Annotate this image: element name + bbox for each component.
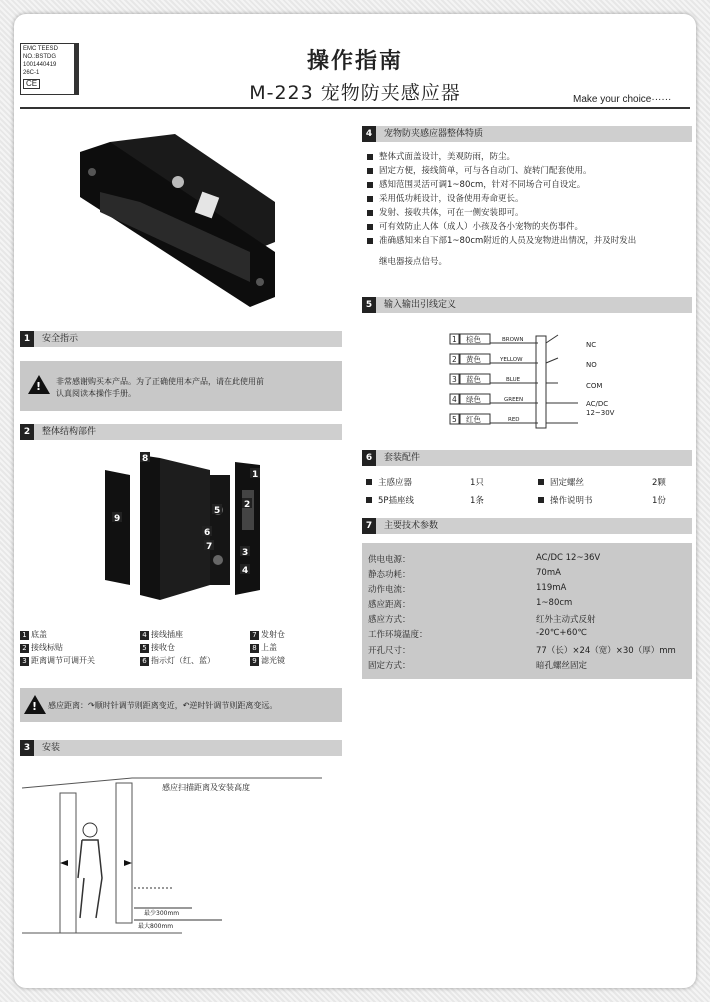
slogan: Make your choice······: [573, 94, 672, 105]
safety-text-1: 非常感谢购买本产品。为了正确使用本产品，请在此使用前: [56, 377, 264, 386]
spec-key: 固定方式：: [368, 661, 411, 671]
accessory-name: 操作说明书: [550, 496, 593, 506]
wire-color-en: RED: [508, 417, 520, 423]
safety-text-2: 认真阅读本操作手册。: [56, 389, 136, 398]
cert-line: NO.:BSTDG: [23, 54, 57, 60]
section-number: 3: [20, 740, 34, 756]
part-label: 接线插座: [151, 630, 183, 639]
section-5-header: [362, 297, 692, 313]
accessory-qty: 1份: [652, 496, 666, 506]
spec-row: [368, 659, 688, 675]
section-title: 整体结构部件: [42, 427, 97, 437]
clockwise-icon: ↷: [88, 701, 95, 710]
section-1-header: [20, 331, 342, 347]
spec-key: 工作环境温度：: [368, 630, 428, 640]
exploded-label: 3: [242, 548, 249, 558]
spec-value: 1~80cm: [536, 598, 573, 608]
spec-value: 119mA: [536, 583, 567, 593]
spec-row: [368, 628, 688, 644]
part-label: 距离调节可调开关: [31, 656, 95, 665]
spec-value: 暗孔螺丝固定: [536, 661, 588, 671]
spec-key: 感应距离：: [368, 600, 411, 610]
part-label: 底盖: [31, 630, 47, 639]
section-number: 4: [362, 126, 376, 142]
exploded-label: 6: [204, 528, 211, 538]
feature-item: 准确感知来自下部1~80cm附近的人员及宠物进出情况，并及时发出: [365, 234, 636, 248]
section-number: 1: [20, 331, 34, 347]
install-min-label: 最少300mm: [144, 910, 180, 917]
part-label: 接收仓: [151, 643, 175, 652]
wire-color-en: BROWN: [502, 337, 524, 343]
page-title: 操作指南: [306, 49, 403, 74]
exploded-label: 4: [242, 566, 249, 576]
part-item: [250, 628, 285, 641]
header-divider: [20, 107, 690, 109]
part-item: [140, 654, 215, 667]
warning-icon: [28, 375, 50, 394]
section-title: 宠物防夹感应器整体特质: [384, 129, 484, 139]
section-7-header: [362, 518, 692, 534]
section-title: 套装配件: [384, 453, 421, 463]
spec-value: -20℃+60℃: [536, 628, 587, 638]
cert-line: 1001440419: [23, 62, 57, 68]
install-diagram: [22, 768, 322, 943]
section-title: 输入输出引线定义: [384, 300, 457, 310]
section-3-header: [20, 740, 342, 756]
spec-value: 77（长）×24（宽）×30（厚）mm: [536, 646, 676, 656]
bullet-icon: [538, 497, 544, 503]
feature-item: 固定方便，接线简单，可与各自动门、旋转门配套使用。: [365, 164, 636, 178]
part-item: [140, 628, 183, 641]
warning-icon: [24, 695, 46, 714]
exploded-label: 9: [114, 514, 121, 524]
terminal-number: 5: [452, 415, 457, 424]
parts-list: [20, 628, 340, 667]
distance-note: [48, 700, 277, 711]
output-acdc: AC/DC: [586, 400, 609, 408]
output-voltage: 12~30V: [586, 409, 615, 417]
wire-color-en: GREEN: [504, 397, 524, 403]
part-number: 5: [140, 644, 149, 653]
accessory-item: [366, 494, 414, 506]
product-photo: [80, 132, 280, 307]
distance-note-label: 感应距离：: [48, 701, 88, 710]
part-label: 发射仓: [261, 630, 285, 639]
accessory-qty: 1只: [470, 478, 484, 488]
part-label: 接线标贴: [31, 643, 63, 652]
feature-item: 感知范围灵活可调1~80cm，针对不同场合可自设定。: [365, 178, 636, 192]
terminal-number: 2: [452, 355, 457, 364]
terminal-number: 3: [452, 375, 457, 384]
exploded-label: 1: [252, 470, 259, 480]
spec-value: 红外主动式反射: [536, 615, 596, 625]
part-item: [250, 654, 285, 667]
part-label: 滤光镜: [261, 656, 285, 665]
part-label: 指示灯（红、蓝）: [151, 656, 215, 665]
feature-item: 采用低功耗设计，设备使用寿命更长。: [365, 192, 636, 206]
terminal-color: 红色: [466, 415, 481, 424]
output-nc: NC: [586, 341, 597, 349]
spec-key: 供电电源：: [368, 555, 411, 565]
exploded-label: 2: [244, 500, 251, 510]
part-number: 6: [140, 657, 149, 666]
exploded-view: [100, 450, 270, 610]
section-number: 6: [362, 450, 376, 466]
spec-table: [362, 543, 692, 679]
accessory-item: [366, 476, 412, 488]
accessory-item: [538, 476, 584, 488]
bullet-icon: [366, 479, 372, 485]
terminal-color: 绿色: [466, 395, 481, 404]
spec-row: [368, 583, 688, 599]
ce-mark: CE: [23, 79, 40, 89]
cert-line: 26C-1: [23, 70, 40, 76]
terminal-color: 棕色: [466, 335, 481, 344]
wire-color-en: YELLOW: [500, 357, 523, 363]
part-number: 4: [140, 631, 149, 640]
accessory-name: 5P插座线: [378, 496, 415, 506]
wire-color-en: BLUE: [506, 377, 521, 383]
output-com: COM: [586, 382, 603, 390]
spec-key: 开孔尺寸：: [368, 646, 411, 656]
output-no: NO: [586, 361, 597, 369]
accessory-name: 主感应器: [378, 478, 413, 488]
distance-note-cw: 顺时针调节则距离变近，: [94, 701, 183, 710]
terminal-number: 4: [452, 395, 457, 404]
accessory-qty: 2颗: [652, 478, 666, 488]
section-6-header: [362, 450, 692, 466]
bullet-icon: [538, 479, 544, 485]
part-item: [20, 628, 47, 641]
accessory-item: [538, 494, 593, 506]
part-item: [20, 641, 63, 654]
part-number: 8: [250, 644, 259, 653]
accessory-qty: 1条: [470, 496, 484, 506]
terminal-number: 1: [452, 335, 457, 344]
spec-row: [368, 553, 688, 569]
feature-item: 整体式面盖设计，美观防雨，防尘。: [365, 150, 636, 164]
part-number: 9: [250, 657, 259, 666]
feature-item-cont: 继电器接点信号。: [379, 257, 448, 267]
part-item: [20, 654, 95, 667]
section-4-header: [362, 126, 692, 142]
counterclockwise-icon: ↶: [182, 701, 190, 710]
section-title: 安全指示: [42, 334, 79, 344]
section-number: 2: [20, 424, 34, 440]
cert-line: EMC TEESD: [23, 46, 58, 52]
spec-row: [368, 613, 688, 629]
distance-note-box: [20, 688, 342, 722]
part-label: 上盖: [261, 643, 277, 652]
install-caption: 感应扫描距离及安装高度: [162, 783, 250, 792]
terminal-color: 黄色: [466, 355, 481, 364]
exploded-label: 7: [206, 542, 213, 552]
install-max-label: 最大800mm: [138, 923, 174, 930]
feature-item: 发射、接收共体，可在一侧安装即可。: [365, 206, 636, 220]
exploded-label: 5: [214, 506, 221, 516]
wiring-diagram: [448, 330, 648, 430]
spec-key: 感应方式：: [368, 615, 411, 625]
bullet-icon: [366, 497, 372, 503]
spec-row: [368, 568, 688, 584]
distance-note-ccw: 逆时针调节则距离变远。: [189, 701, 278, 710]
section-2-header: [20, 424, 342, 440]
spec-row: [368, 644, 688, 660]
part-number: 2: [20, 644, 29, 653]
terminal-color: 蓝色: [466, 375, 481, 384]
spec-row: [368, 598, 688, 614]
section-title: 主要技术参数: [384, 521, 439, 531]
spec-value: AC/DC 12~36V: [536, 553, 601, 563]
part-item: [140, 641, 175, 654]
spec-key: 静态功耗：: [368, 570, 411, 580]
spec-key: 动作电流：: [368, 585, 411, 595]
part-number: 1: [20, 631, 29, 640]
section-number: 7: [362, 518, 376, 534]
page-subtitle: M-223 宠物防夹感应器: [249, 82, 461, 104]
feature-item: 可有效防止人体（成人）小孩及各小宠物的夹伤事件。: [365, 220, 636, 234]
section-title: 安装: [42, 743, 61, 753]
accessory-name: 固定螺丝: [550, 478, 585, 488]
exploded-label: 8: [142, 454, 149, 464]
part-item: [250, 641, 277, 654]
feature-list: [365, 150, 636, 248]
spec-value: 70mA: [536, 568, 561, 578]
part-number: 7: [250, 631, 259, 640]
safety-box: [20, 361, 342, 411]
part-number: 3: [20, 657, 29, 666]
section-number: 5: [362, 297, 376, 313]
